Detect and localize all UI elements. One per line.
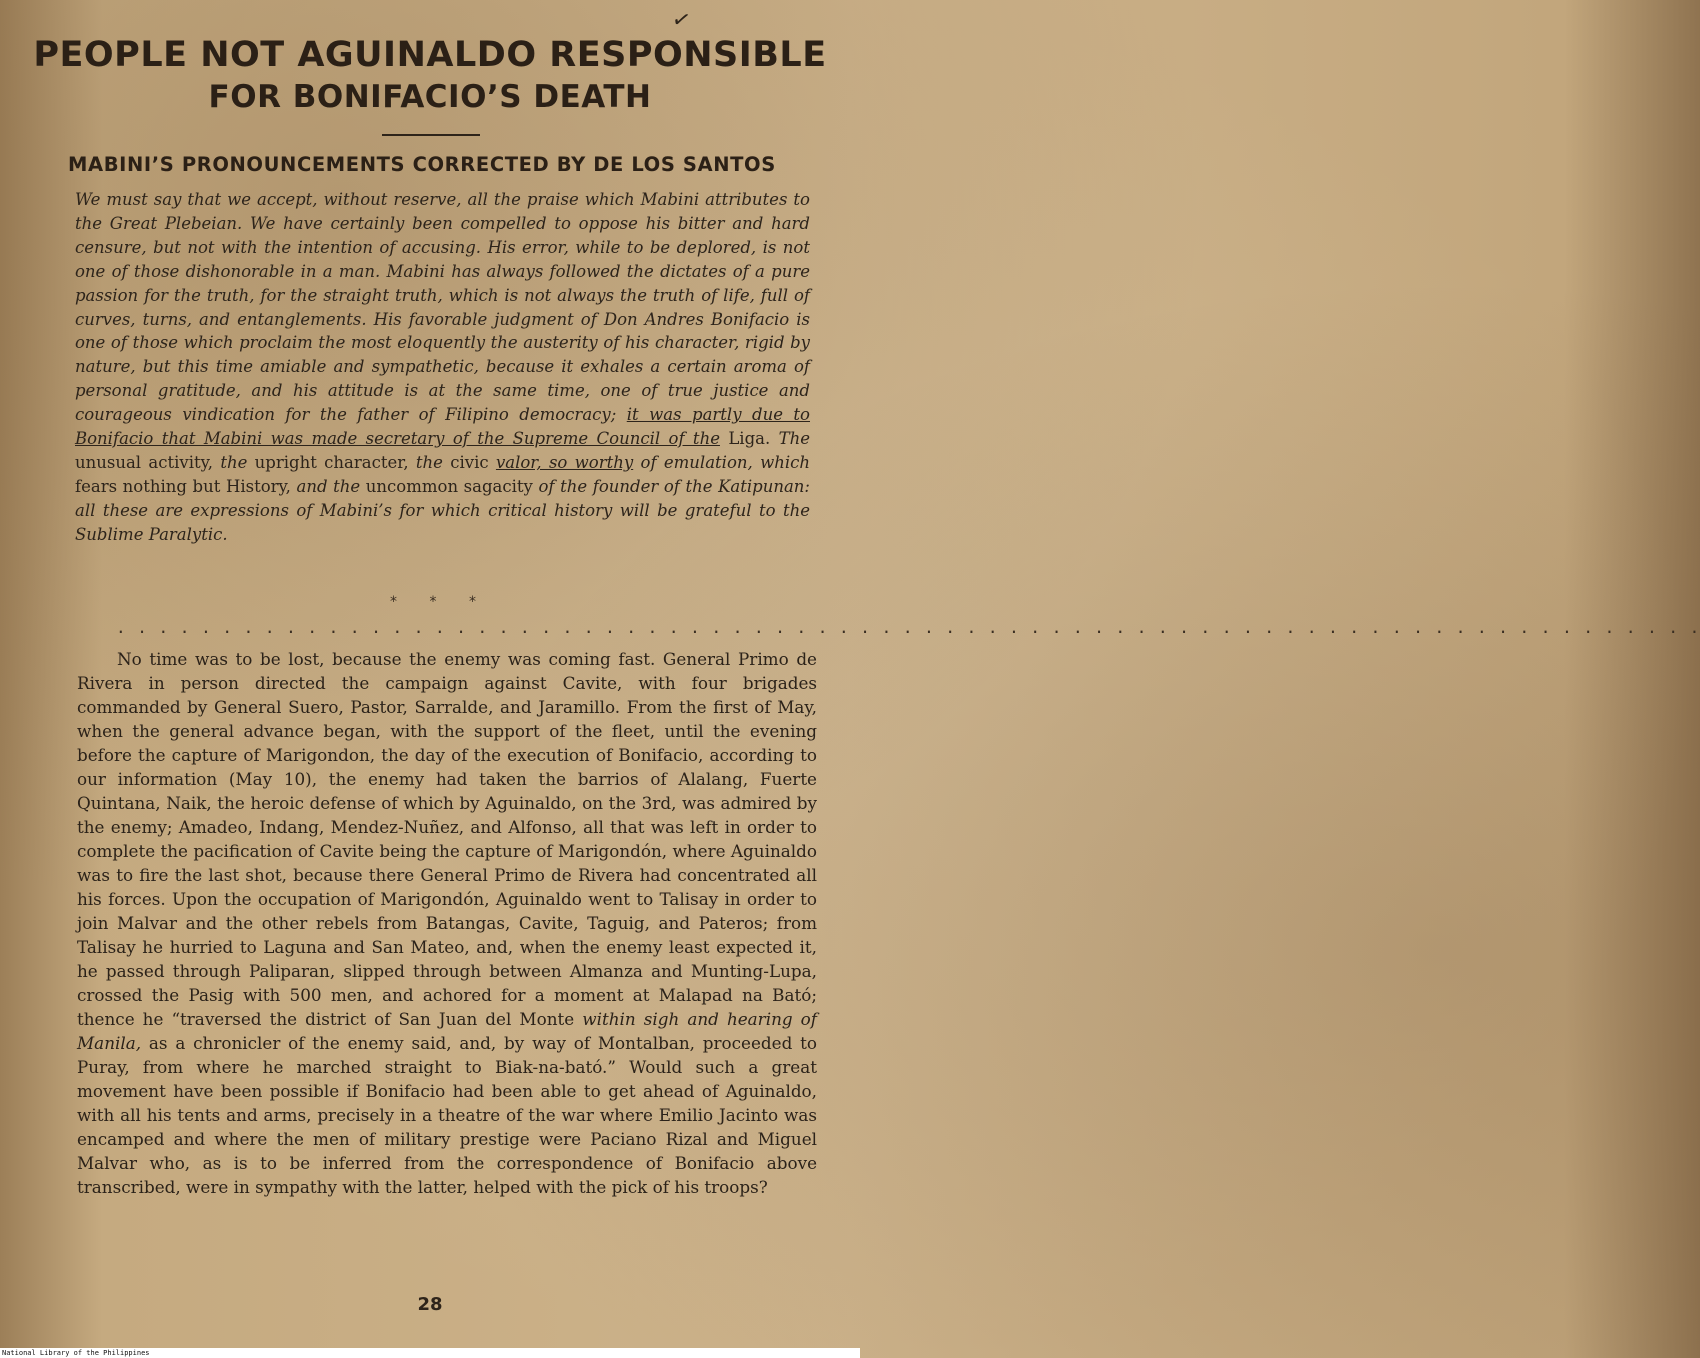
body-text: No time was to be lost, because the enemy was coming fast. General Primo de Rivera in person directed the campaign against Cavite, with four brigades commanded by General Suero, Pastor, Sarralde, and Jaramillo. From the first of May, when the general advance began, with the support of the fleet, until the evening before the capture of Marigondon, the day of the execution of Bonifacio, according to our information (May 10), the enemy had taken the barrios of Alalang, Fuerte Quintana, Naik, the heroic defense of which by Aguinaldo, on the 3rd, was admired by the enemy; Amadeo, Indang, Mendez-Nuñez, and Alfonso, all that was left in order to complete the pacification of Cavite being the capture of Marigondón, where Aguinaldo was to fire the last shot, because there General Primo de Rivera had concentrated all his forces. Upon the occupation of Marigondón, Aguinaldo went to Talisay in order to join Malvar and the other rebels from Batangas, Cavite, Taguig, and Pateros; from Talisay he hurried to Laguna and San Mateo, and, when the enemy least expected it, he passed through Paliparan, slipped through between Almanza and Munting-Lupa, crossed the Pasig with 500 men, and achored for a moment at Malapad na Bató; thence he “traversed the district of San Juan del Monte — [77, 649, 817, 1029]
body-paragraph — [77, 647, 817, 1199]
quote-text: uncommon sagacity — [360, 476, 539, 496]
quote-text: and the — [296, 476, 361, 496]
ellipsis-line: . . . . . . . . . . . . . . . . . . . . . . . . . . . . . . . . . . . . . . . . . . . . . . . . . . . . . . . . . . . . . . . . . . . . . . . . . . . — [116, 618, 1700, 637]
quoted-passage — [75, 188, 810, 547]
headline-line-2: FOR BONIFACIO’S DEATH — [208, 79, 652, 115]
quote-text: We must say that we accept, without reserve, all the praise which Mabini attributes to the Great Plebeian. We have certainly been compelled to oppose his bitter and hard censure, but not with the intention of accusing. His error, while to be deplored, is not one of those dishonorable in a man. Mabini has always followed the dictates of a pure passion for the truth, for the straight truth, which is not always the truth of life, full of curves, turns, and entanglements. His favorable judgment of Don Andres Bonifacio is one of those which proclaim the most eloquently the austerity of his character, rigid by nature, but this time amiable and sympathetic, because it exhales a certain aroma of personal gratitude, and his attitude is at the same time, one of true justice and courageous vindication for the father of Filipino democracy; — [75, 190, 810, 425]
check-mark-icon: ✓ — [669, 6, 693, 35]
quote-text: Liga. — [719, 429, 779, 449]
quote-text: the — [220, 452, 248, 472]
section-separator: * * * — [390, 594, 490, 610]
title-divider — [382, 134, 480, 136]
quote-underlined-text: it was partly due to Bonifacio that Mabini was made secretary of the Supreme Council of the — [75, 405, 810, 449]
quote-text: fears nothing but History, — [75, 476, 297, 496]
quote-text: civic — [442, 452, 496, 472]
quote-text: of the founder of the Katipunan: all these are expressions of Mabini’s for which critical history will be grateful to the Sublime Paralytic. — [75, 476, 810, 544]
body-italic-text: within sigh and hearing of Manila, — [77, 1009, 817, 1053]
quote-text: the — [415, 452, 443, 472]
subheading: MABINI’S PRONOUNCEMENTS CORRECTED BY DE LOS SANTOS — [68, 153, 776, 176]
body-text: as a chronicler of the enemy said, and, by way of Montalban, proceeded to Puray, from where he marched straight to Biak-na-bató.” Would such a great movement have been possible if Bonifacio had been able to get ahead of Aguinaldo, with all his tents and arms, precisely in a theatre of the war where Emilio Jacinto was encamped and where the men of military prestige were Paciano Rizal and Miguel Malvar who, as is to be inferred from the correspondence of Bonifacio above transcribed, were in sympathy with the latter, helped with the pick of his troops? — [77, 1033, 817, 1197]
quote-text: of emulation, which — [633, 452, 810, 472]
quote-text: unusual activity, — [75, 452, 221, 472]
quote-text: The — [778, 429, 810, 449]
quote-text: upright character, — [247, 452, 416, 472]
quote-underlined-text: valor, so worthy — [495, 452, 634, 472]
page-number: 28 — [417, 1294, 443, 1315]
headline-line-1: PEOPLE NOT AGUINALDO RESPONSIBLE — [33, 35, 827, 75]
library-credit: National Library of the Philippines — [2, 1349, 150, 1357]
